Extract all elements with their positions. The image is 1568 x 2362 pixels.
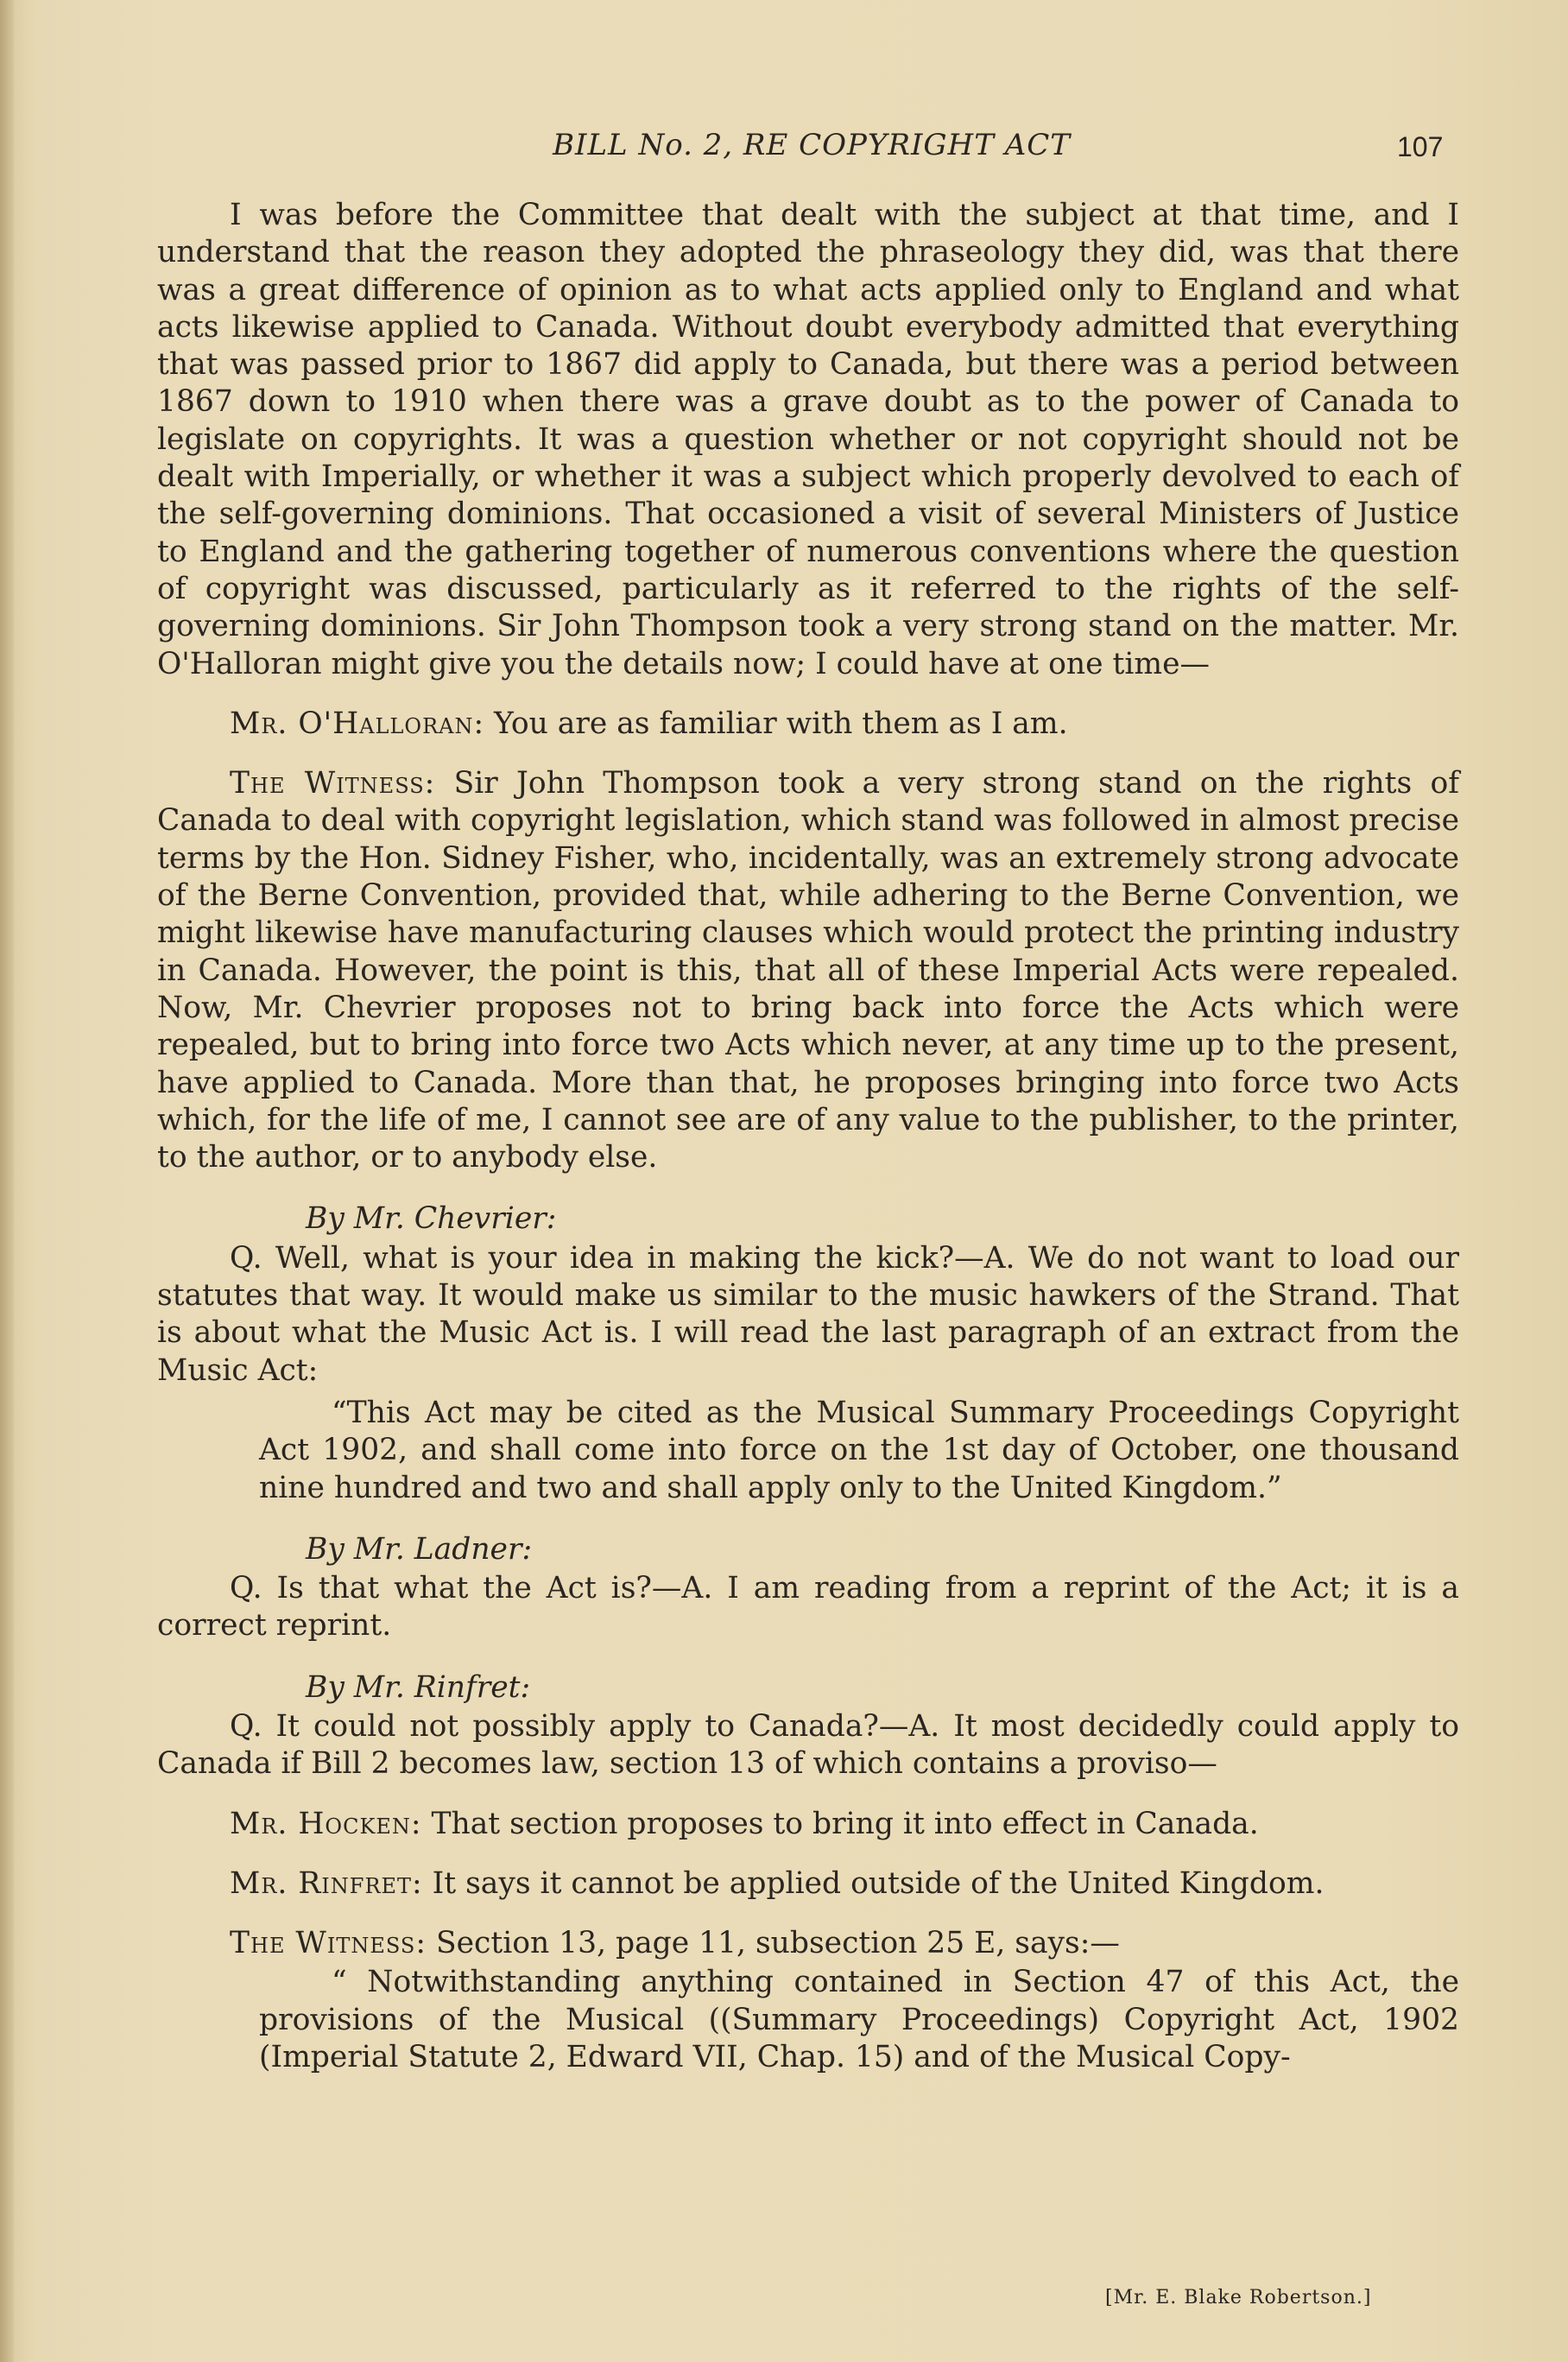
running-header: BILL No. 2, RE COPYRIGHT ACT: [553, 128, 1071, 162]
speech-text: You are as familiar with them as I am.: [484, 706, 1068, 741]
paragraph: [157, 1925, 1459, 1962]
question-answer: Q. Is that what the Act is?—A. I am reading from a reprint of the Act; it is a correct reprint.: [157, 1571, 1459, 1643]
speaker-name: The Witness:: [230, 766, 436, 801]
paragraph: [157, 1806, 1459, 1843]
speaker-name: Mr. O'Halloran:: [230, 706, 485, 741]
paragraph: [157, 765, 1459, 1176]
speaker-name: The Witness:: [230, 1926, 427, 1961]
page-number: 107: [1397, 131, 1444, 162]
document-body: [157, 197, 1459, 2076]
speech-text: It says it cannot be applied outside of the United Kingdom.: [422, 1865, 1325, 1901]
paragraph: [157, 706, 1459, 743]
page-binding-edge: [0, 0, 14, 2362]
block-quote: “This Act may be cited as the Musical Summary Proceedings Copyright Act 1902, and shall come into force on the 1st day of October, one thousand nine hundred and two and shall apply only to the United Kingdom.”: [259, 1395, 1459, 1505]
speech-text: Section 13, page 11, subsection 25 E, says:—: [426, 1926, 1120, 1961]
question-answer: Q. It could not possibly apply to Canada?—A. It most decidedly could apply to Canada if Bill 2 becomes law, section 13 of which contains a proviso—: [157, 1708, 1459, 1782]
speaker-name: Mr. Rinfret:: [230, 1865, 423, 1901]
question-answer: Q. Well, what is your idea in making the kick?—A. We do not want to load our statutes that way. It would make us similar to the music hawkers of the Strand. That is about what the Music Act is. I will read the last paragraph of an extract from the Music Act:: [157, 1240, 1459, 1388]
examiner-heading: By Mr. Rinfret:: [306, 1669, 531, 1705]
speech-text: Sir John Thompson took a very strong stand on the rights of Canada to deal with copyright legislation, which stand was followed in almost precise terms by the Hon. Sidney Fisher, who, incidentally, was an extremely strong advocate of the Berne Convention, provided that, while adhering to the Berne Convention, we might likewise have manufacturing clauses which would protect the printing industry in Canada. However, the point is this, that all of these Imperial Acts were repealed. Now, Mr. Chevrier proposes not to bring back into force the Acts which were repealed, but to bring into force two Acts which never, at any time up to the present, have applied to Canada. More than that, he proposes bringing into force two Acts which, for the life of me, I cannot see are of any value to the publisher, to the printer, to the author, or to anybody else.: [157, 766, 1460, 1175]
paragraph: I was before the Committee that dealt with the subject at that time, and I understand that the reason they adopted the phraseology they did, was that there was a great difference of opinion as to what acts applied only to England and what acts likewise applied to Canada. Without doubt everybody admitted that everything that was passed prior to 1867 did apply to Canada, but there was a period between 1867 down to 1910 when there was a grave doubt as to the power of Canada to legislate on copyrights. It was a question whether or not copyright should not be dealt with Imperially, or whether it was a subject which properly devolved to each of the self-governing dominions. That occasioned a visit of several Ministers of Justice to England and the gathering together of numerous conventions where the question of copyright was discussed, particularly as it referred to the rights of the self-governing dominions. Sir John Thompson took a very strong stand on the matter. Mr. O'Halloran might give you the details now; I could have at one time—: [157, 198, 1459, 681]
paragraph: [157, 1865, 1459, 1903]
examiner-heading: By Mr. Chevrier:: [306, 1201, 557, 1237]
footer-signature: [Mr. E. Blake Robertson.]: [1105, 2287, 1372, 2308]
block-quote: “ Notwithstanding anything contained in Section 47 of this Act, the provisions of the Musical ((Summary Proceedings) Copyright Act, 1902 (Imperial Statute 2, Edward VII, Chap. 15) and of the Musical Copy-: [259, 1965, 1459, 2075]
speaker-name: Mr. Hocken:: [230, 1806, 422, 1841]
speech-text: That section proposes to bring it into effect in Canada.: [421, 1806, 1259, 1841]
examiner-heading: By Mr. Ladner:: [306, 1531, 533, 1567]
